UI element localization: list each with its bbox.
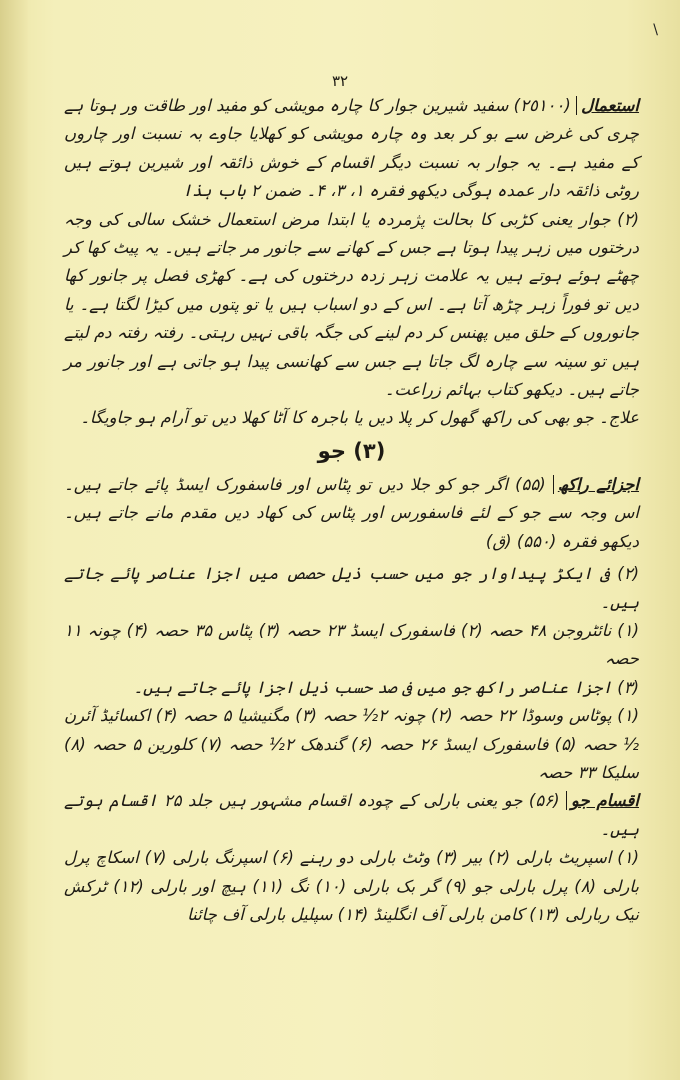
paragraph-barley-5: (۱) پوٹاس وسوڈا ۲۲ حصہ (۲) چونہ ۲½ حصہ (۳) مگنیشیا ۵ حصہ (۴) اکسائیڈ آئرن ½ حصہ (۵) فاسفورک ایسڈ ۲۶ حصہ (۶) گندھک ۲½ حصہ (۷) کلورین ۵ حصہ (۸) سلیکا ۳۳ حصہ	[64, 706, 639, 782]
paragraph-varieties-1	[64, 787, 639, 844]
text-use-1: (٢٥١٠٠) سفید شیرین جوار کا چارہ مویشی کو مفید اور طاقت ور ہوتا ہے چری کی غرض سے بو کر بعد وہ چارہ مویشی کو کھلایا جاوے بہ نسبت اور چاروں کے مفید ہے۔ یہ جوار بہ نسبت دیگر اقسام کے خوش ذائقہ اور شیرین ہوتے ہیں روٹی ذائقہ دار عمدہ ہوگی دیکھو فقرہ ۱، ۳، ۴۔ ضمن ۲ باب ہذا	[64, 96, 639, 201]
paragraph-barley-2: (۲) فی ایکڑ پیداوار جو میں حسب ذیل حصص میں اجزا عناصر پائے جاتے ہیں۔	[64, 564, 639, 612]
page-body	[64, 92, 639, 929]
paragraph-use-2: (۲) جوار یعنی کڑبی کا بحالت پژمردہ یا ابتدا مرض استعمال خشک سالی کی وجہ درختوں میں زہر پیدا ہوتا ہے جس کے کھانے سے جانور مر جاتے ہیں۔ یہ پیٹ کھا کر چھٹے ہوئے ہوتے ہیں یہ علامت زہر زدہ درختوں کی ہے۔ کھڑی فصل پر جانور کھا دیں تو فوراً زہر چڑھ آتا ہے۔ اس کے دو اسباب ہیں یا تو پتوں میں کیڑا لگتا ہے۔ یا جانوروں کے حلق میں پھنس کر دم لینے کی جگہ باقی نہیں رہتی۔ رفتہ رفتہ دم لیتے ہیں تو سینہ سے چارہ لگ جاتا ہے جس سے کھانسی پیدا ہو جاتی ہے اور جانور مر جاتے ہیں۔ دیکھو کتاب بہائم زراعت۔	[64, 209, 639, 400]
text-barley-1: (۵۵) اگر جو کو جلا دیں تو پٹاس اور فاسفورک ایسڈ پائے جاتے ہیں۔ اس وجہ سے جو کے لئے فاسفورس اور پٹاس کی کھاد دیں مقدم مانے جاتے ہیں۔ دیکھو فقرہ (۵۵۰) (ق)	[64, 474, 639, 551]
heading-ash-components: اجزائے راکھ	[553, 475, 639, 494]
paragraph-barley-3: (۱) نائٹروجن ۴۸ حصہ (۲) فاسفورک ایسڈ ۲۳ حصہ (۳) پٹاس ۳۵ حصہ (۴) چونہ ۱۱ حصہ	[64, 620, 640, 669]
text-varieties-1: (۵۶) جو یعنی بارلی کے چودہ اقسام مشہور ہیں جلد ۲۵ اقسام ہوتے ہیں۔	[64, 791, 639, 839]
section-title-barley: (۳) جو	[317, 438, 386, 463]
paragraph-use-1	[64, 92, 639, 206]
heading-varieties: اقسام جو	[566, 791, 639, 810]
paragraph-barley-4: (۳) اجزا عناصر راکھ جو میں فی صد حسب ذیل اجزا پائے جاتے ہیں۔	[133, 677, 639, 697]
page-number: ٣٢	[331, 72, 349, 90]
paragraph-varieties-2: (۱) اسپریٹ بارلی (۲) بیر (۳) وٹٹ بارلی دو رہنے (۶) اسپرنگ بارلی (۷) اسکاچ پرل بارلی (۸) پرل بارلی جو (۹) گر بک بارلی (۱۰) نگ (۱۱) ہیچ اور بارلی (۱۲) ٹرکش نیک ربارلی (۱۳) کامن بارلی آف انگلینڈ (۱۴) سپلیل بارلی آف چائنا	[64, 848, 640, 924]
corner-mark: \	[653, 22, 658, 38]
paragraph-treatment: علاج۔ جو بھی کی راکھ گھول کر پلا دیں یا باجرہ کا آٹا کھلا دیں تو آرام ہو جاویگا۔	[80, 408, 639, 428]
heading-use: استعمال	[576, 96, 639, 115]
paragraph-barley-1	[64, 471, 639, 556]
page-edge-shadow	[0, 0, 28, 1080]
